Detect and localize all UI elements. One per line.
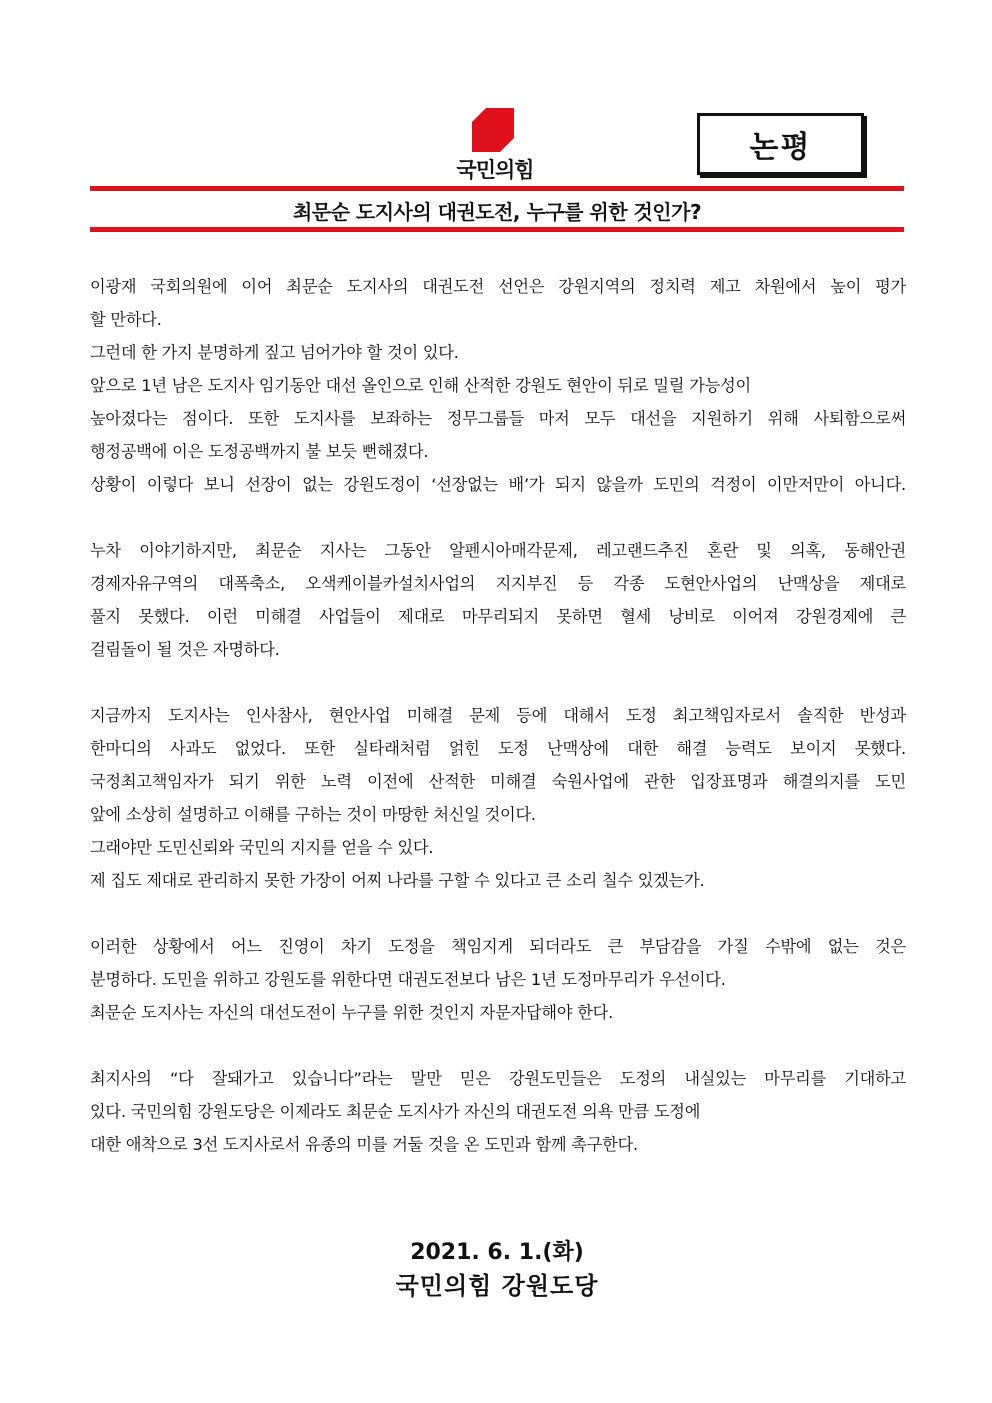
body-line: 높아졌다는 점이다. 또한 도지사를 보좌하는 정무그룹들 마저 모두 대선을 지원하기 위해 사퇴함으로써 <box>90 409 906 428</box>
page-title: 최문순 도지사의 대권도전, 누구를 위한 것인가? <box>292 200 702 224</box>
issuing-organization: 국민의힘 강원도당 <box>395 1272 599 1300</box>
paragraph-spacer <box>90 897 906 930</box>
body-line: 할 만하다. <box>90 310 162 329</box>
body-line: 경제자유구역의 대폭축소, 오색케이블카설치사업의 지지부진 등 각종 도현안사업의 난맥상을 제대로 <box>90 574 906 593</box>
body-line: 한마디의 사과도 없었다. 또한 실타래처럼 얽힌 도정 난맥상에 대한 해결 능력도 보이지 못했다. <box>90 739 906 758</box>
body-line: 이광재 국회의원에 이어 최문순 도지사의 대권도전 선언은 강원지역의 정치력 제고 차원에서 높이 평가 <box>90 277 906 296</box>
paragraph-spacer <box>90 501 906 534</box>
body-line: 있다. 국민의힘 강원도당은 이제라도 최문순 도지사가 자신의 대권도전 의욕 만큼 도정에 <box>90 1102 701 1121</box>
paragraph-spacer <box>90 666 906 699</box>
party-logo-icon <box>472 108 514 152</box>
body-line: 이러한 상황에서 어느 진영이 차기 도정을 책임지게 되더라도 큰 부담감을 가질 수밖에 없는 것은 <box>90 937 906 956</box>
document-type-label: 논평 <box>697 113 864 175</box>
body-line: 그래야만 도민신뢰와 국민의 지지를 얻을 수 있다. <box>90 838 434 857</box>
body-line: 지금까지 도지사는 인사참사, 현안사업 미해결 문제 등에 대해서 도정 최고책임자로서 솔직한 반성과 <box>90 706 906 725</box>
header-rule-top <box>90 186 904 191</box>
signature-block <box>90 1238 904 1304</box>
body-line: 대한 애착으로 3선 도지사로서 유종의 미를 거둘 것을 온 도민과 함께 촉구한다. <box>90 1135 638 1154</box>
header-rule-bottom <box>90 227 904 232</box>
body-line: 앞에 소상히 설명하고 이해를 구하는 것이 마땅한 처신일 것이다. <box>90 805 536 824</box>
statement-date: 2021. 6. 1.(화) <box>410 1240 584 1265</box>
body-line: 걸림돌이 될 것은 자명하다. <box>90 640 280 659</box>
body-line: 풀지 못했다. 이런 미해결 사업들이 제대로 마무리되지 못하면 혈세 낭비로 이어져 강원경제에 큰 <box>90 607 906 626</box>
body-line: 행정공백에 이은 도정공백까지 불 보듯 뻔해졌다. <box>90 442 429 461</box>
body-line: 분명하다. 도민을 위하고 강원도를 위한다면 대권도전보다 남은 1년 도정마무리가 우선이다. <box>90 970 726 989</box>
body-line: 누차 이야기하지만, 최문순 지사는 그동안 알펜시아매각문제, 레고랜드추진 혼란 및 의혹, 동해안권 <box>90 541 906 560</box>
body-line: 최지사의 “다 잘돼가고 있습니다”라는 말만 믿은 강원도민들은 도정의 내실있는 마무리를 기대하고 <box>90 1069 906 1088</box>
paragraph-spacer <box>90 1029 906 1062</box>
body-line: 국정최고책임자가 되기 위한 노력 이전에 산적한 미해결 숙원사업에 관한 입장표명과 해결의지를 도민 <box>90 772 906 791</box>
body-line: 앞으로 1년 남은 도지사 임기동안 대선 올인으로 인해 산적한 강원도 현안이 뒤로 밀릴 가능성이 <box>90 376 751 395</box>
body-line: 최문순 도지사는 자신의 대선도전이 누구를 위한 것인지 자문자답해야 한다. <box>90 1003 614 1022</box>
party-logo-text: 국민의힘 <box>456 158 534 182</box>
body-line: 상황이 이렇다 보니 선장이 없는 강원도정이 ‘선장없는 배’가 되지 않을까 도민의 걱정이 이만저만이 아니다. <box>90 475 906 494</box>
body-line: 그런데 한 가지 분명하게 짚고 넘어가야 할 것이 있다. <box>90 343 459 362</box>
statement-body <box>90 270 906 1161</box>
body-line: 제 집도 제대로 관리하지 못한 가장이 어찌 나라를 구할 수 있다고 큰 소리 칠수 있겠는가. <box>90 871 705 890</box>
